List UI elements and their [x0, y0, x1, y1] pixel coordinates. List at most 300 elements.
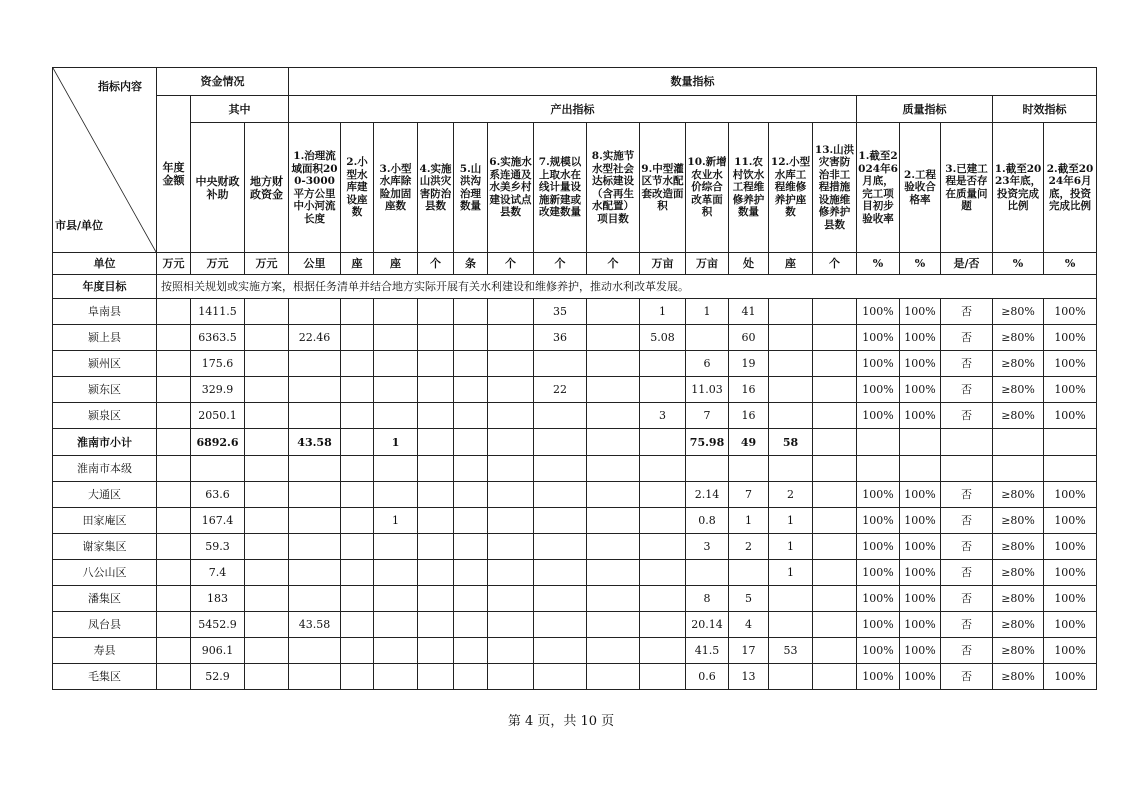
- table-cell: 1: [374, 507, 418, 533]
- region-name-cell: 颍东区: [53, 377, 157, 403]
- table-cell: [289, 638, 341, 664]
- unit-cell: 座: [341, 253, 374, 275]
- table-cell: [374, 351, 418, 377]
- table-cell: [640, 429, 686, 455]
- table-cell: [640, 377, 686, 403]
- out-col-6: 6.实施水系连通及水美乡村建设试点县数: [488, 123, 534, 253]
- table-cell: [454, 325, 488, 351]
- table-cell: [157, 559, 191, 585]
- table-cell: [341, 455, 374, 481]
- table-cell: [418, 586, 454, 612]
- table-cell: [157, 325, 191, 351]
- out-col-13: 13.山洪灾害防治非工程措施设施维修养护县数: [813, 123, 857, 253]
- table-cell: [157, 377, 191, 403]
- table-cell: [374, 377, 418, 403]
- table-cell: [813, 481, 857, 507]
- table-row: [53, 325, 1097, 351]
- table-cell: 19: [729, 351, 769, 377]
- table-cell: 2050.1: [191, 403, 245, 429]
- region-name-cell: 颍上县: [53, 325, 157, 351]
- table-cell: [813, 299, 857, 325]
- table-cell: 100%: [1044, 612, 1097, 638]
- page-footer: 第 4 页，共 10 页: [507, 714, 615, 729]
- region-name-cell: 田家庵区: [53, 507, 157, 533]
- table-cell: [374, 612, 418, 638]
- table-cell: [454, 664, 488, 690]
- table-cell: [587, 351, 640, 377]
- out-col-8: 8.实施节水型社会达标建设（含再生水配置）项目数: [587, 123, 640, 253]
- table-cell: ≥80%: [993, 664, 1044, 690]
- table-cell: [488, 429, 534, 455]
- table-cell: [534, 664, 587, 690]
- table-cell: [686, 559, 729, 585]
- table-cell: [488, 638, 534, 664]
- table-cell: 6363.5: [191, 325, 245, 351]
- table-cell: [157, 533, 191, 559]
- table-cell: [729, 559, 769, 585]
- table-cell: [245, 664, 289, 690]
- table-cell: [245, 299, 289, 325]
- unit-cell: 万元: [157, 253, 191, 275]
- table-cell: 16: [729, 403, 769, 429]
- table-cell: 100%: [900, 559, 941, 585]
- table-cell: [289, 351, 341, 377]
- unit-cell: 万元: [191, 253, 245, 275]
- table-cell: [769, 351, 813, 377]
- table-cell: 100%: [900, 377, 941, 403]
- table-cell: 100%: [1044, 299, 1097, 325]
- annual-target-text: 按照相关规划或实施方案，根据任务清单并结合地方实际开展有关水利建设和维修养护，推动水利改革发展。: [157, 275, 1097, 299]
- table-cell: [769, 377, 813, 403]
- table-cell: [534, 507, 587, 533]
- table-cell: 100%: [900, 481, 941, 507]
- region-name-cell: 毛集区: [53, 664, 157, 690]
- table-row: [53, 455, 1097, 481]
- table-cell: 100%: [900, 403, 941, 429]
- table-cell: [418, 612, 454, 638]
- table-cell: ≥80%: [993, 481, 1044, 507]
- table-cell: [587, 533, 640, 559]
- table-row: [53, 299, 1097, 325]
- table-cell: [245, 377, 289, 403]
- table-cell: [289, 481, 341, 507]
- table-cell: [454, 507, 488, 533]
- table-cell: [488, 533, 534, 559]
- table-cell: 167.4: [191, 507, 245, 533]
- table-cell: ≥80%: [993, 351, 1044, 377]
- table-cell: [640, 351, 686, 377]
- region-name-cell: 潘集区: [53, 586, 157, 612]
- table-cell: [157, 481, 191, 507]
- region-name-cell: 淮南市本级: [53, 455, 157, 481]
- table-cell: 41: [729, 299, 769, 325]
- table-cell: [374, 664, 418, 690]
- table-cell: 22.46: [289, 325, 341, 351]
- out-col-5: 5.山洪沟治理数量: [454, 123, 488, 253]
- table-cell: 906.1: [191, 638, 245, 664]
- table-cell: [418, 455, 454, 481]
- table-cell: [374, 403, 418, 429]
- table-cell: [374, 325, 418, 351]
- table-cell: 1: [374, 429, 418, 455]
- corner-bottom-label: 市县/单位: [55, 219, 104, 232]
- table-cell: [245, 325, 289, 351]
- table-cell: [1044, 429, 1097, 455]
- table-cell: [454, 481, 488, 507]
- table-cell: 100%: [900, 507, 941, 533]
- table-cell: [157, 586, 191, 612]
- table-row: [53, 612, 1097, 638]
- table-cell: 16: [729, 377, 769, 403]
- table-cell: [587, 586, 640, 612]
- table-cell: [488, 481, 534, 507]
- table-cell: [245, 638, 289, 664]
- table-cell: [813, 612, 857, 638]
- unit-cell: 是/否: [941, 253, 993, 275]
- table-cell: 100%: [857, 664, 900, 690]
- table-cell: 1: [769, 533, 813, 559]
- corner-header-cell: [53, 68, 157, 253]
- table-cell: [587, 638, 640, 664]
- table-cell: [245, 559, 289, 585]
- table-cell: 100%: [857, 325, 900, 351]
- table-cell: 否: [941, 351, 993, 377]
- table-cell: ≥80%: [993, 299, 1044, 325]
- table-cell: [488, 455, 534, 481]
- table-row: [53, 664, 1097, 690]
- table-cell: [341, 299, 374, 325]
- table-cell: 2.14: [686, 481, 729, 507]
- table-cell: 6: [686, 351, 729, 377]
- table-cell: 否: [941, 507, 993, 533]
- table-cell: ≥80%: [993, 403, 1044, 429]
- table-cell: [686, 325, 729, 351]
- table-cell: 1: [640, 299, 686, 325]
- table-cell: [454, 586, 488, 612]
- table-cell: [289, 403, 341, 429]
- table-cell: [1044, 455, 1097, 481]
- table-cell: [289, 377, 341, 403]
- unit-cell: 条: [454, 253, 488, 275]
- table-cell: [341, 377, 374, 403]
- table-cell: 5: [729, 586, 769, 612]
- table-cell: [640, 533, 686, 559]
- table-cell: ≥80%: [993, 533, 1044, 559]
- table-cell: [341, 612, 374, 638]
- table-cell: [587, 507, 640, 533]
- table-cell: [587, 481, 640, 507]
- table-cell: [488, 351, 534, 377]
- unit-cell: 个: [534, 253, 587, 275]
- table-cell: [289, 455, 341, 481]
- table-cell: ≥80%: [993, 377, 1044, 403]
- table-cell: [857, 429, 900, 455]
- out-col-7: 7.规模以上取水在线计量设施新建或改建数量: [534, 123, 587, 253]
- unit-cell: 个: [488, 253, 534, 275]
- of-which-header: 其中: [191, 96, 289, 123]
- table-cell: 53: [769, 638, 813, 664]
- table-row: [53, 533, 1097, 559]
- table-cell: 7.4: [191, 559, 245, 585]
- unit-cell: 万亩: [640, 253, 686, 275]
- table-row: [53, 481, 1097, 507]
- table-cell: [289, 586, 341, 612]
- table-cell: [900, 429, 941, 455]
- table-cell: [729, 455, 769, 481]
- out-col-4: 4.实施山洪灾害防治县数: [418, 123, 454, 253]
- table-cell: [374, 455, 418, 481]
- table-cell: [813, 533, 857, 559]
- table-cell: [341, 533, 374, 559]
- time-col-1: 1.截至2023年底，投资完成比例: [993, 123, 1044, 253]
- units-row: [53, 253, 1097, 275]
- table-cell: [900, 455, 941, 481]
- unit-cell: 座: [769, 253, 813, 275]
- region-name-cell: 颍泉区: [53, 403, 157, 429]
- table-cell: [341, 403, 374, 429]
- annual-target-row: [53, 275, 1097, 299]
- table-cell: [813, 429, 857, 455]
- table-cell: [857, 455, 900, 481]
- table-cell: [454, 612, 488, 638]
- table-cell: [534, 455, 587, 481]
- table-cell: [454, 638, 488, 664]
- table-cell: 1: [729, 507, 769, 533]
- table-cell: [769, 299, 813, 325]
- table-cell: 6892.6: [191, 429, 245, 455]
- table-cell: 100%: [900, 586, 941, 612]
- table-cell: [418, 533, 454, 559]
- table-cell: 100%: [900, 533, 941, 559]
- table-cell: [640, 481, 686, 507]
- table-cell: 49: [729, 429, 769, 455]
- table-cell: [418, 664, 454, 690]
- quality-col-3: 3.已建工程是否存在质量问题: [941, 123, 993, 253]
- table-cell: 100%: [857, 481, 900, 507]
- unit-cell: 个: [587, 253, 640, 275]
- table-cell: [640, 638, 686, 664]
- table-cell: [534, 351, 587, 377]
- table-cell: [157, 299, 191, 325]
- table-cell: [534, 612, 587, 638]
- table-row: [53, 559, 1097, 585]
- table-cell: 否: [941, 664, 993, 690]
- region-name-cell: 阜南县: [53, 299, 157, 325]
- table-cell: 否: [941, 325, 993, 351]
- region-name-cell: 凤台县: [53, 612, 157, 638]
- col-local-funds: 地方财政资金: [245, 123, 289, 253]
- table-cell: [454, 377, 488, 403]
- output-indicator-header: 产出指标: [289, 96, 857, 123]
- table-cell: 4: [729, 612, 769, 638]
- table-cell: [454, 455, 488, 481]
- table-cell: [587, 299, 640, 325]
- unit-cell: 万元: [245, 253, 289, 275]
- table-cell: 1: [686, 299, 729, 325]
- table-cell: 63.6: [191, 481, 245, 507]
- table-cell: [813, 403, 857, 429]
- region-name-cell: 八公山区: [53, 559, 157, 585]
- quality-col-1: 1.截至2024年6月底，完工项目初步验收率: [857, 123, 900, 253]
- table-cell: [993, 429, 1044, 455]
- table-cell: [418, 325, 454, 351]
- table-cell: [191, 455, 245, 481]
- col-annual-amount: 年度金额: [157, 96, 191, 253]
- table-cell: [341, 586, 374, 612]
- unit-cell: 公里: [289, 253, 341, 275]
- table-cell: 否: [941, 299, 993, 325]
- table-cell: [813, 559, 857, 585]
- unit-cell: 个: [813, 253, 857, 275]
- table-cell: 100%: [1044, 638, 1097, 664]
- table-cell: [418, 638, 454, 664]
- table-cell: 100%: [1044, 351, 1097, 377]
- table-cell: [157, 403, 191, 429]
- table-cell: 100%: [1044, 325, 1097, 351]
- table-cell: 100%: [900, 325, 941, 351]
- table-cell: 1411.5: [191, 299, 245, 325]
- table-cell: [245, 533, 289, 559]
- table-cell: 100%: [900, 299, 941, 325]
- unit-cell: 处: [729, 253, 769, 275]
- table-cell: [341, 429, 374, 455]
- table-cell: ≥80%: [993, 612, 1044, 638]
- table-cell: [587, 429, 640, 455]
- table-row: [53, 638, 1097, 664]
- table-cell: [587, 455, 640, 481]
- table-cell: [374, 586, 418, 612]
- region-name-cell: 寿县: [53, 638, 157, 664]
- table-cell: [534, 638, 587, 664]
- table-row: [53, 586, 1097, 612]
- table-cell: [418, 429, 454, 455]
- table-cell: 329.9: [191, 377, 245, 403]
- unit-cell: 个: [418, 253, 454, 275]
- table-cell: [769, 325, 813, 351]
- out-col-2: 2.小型水库建设座数: [341, 123, 374, 253]
- table-cell: 36: [534, 325, 587, 351]
- table-cell: [640, 586, 686, 612]
- table-cell: [488, 403, 534, 429]
- table-cell: 100%: [1044, 533, 1097, 559]
- table-cell: [454, 299, 488, 325]
- table-cell: 100%: [1044, 664, 1097, 690]
- unit-cell: 万亩: [686, 253, 729, 275]
- out-col-3: 3.小型水库除险加固座数: [374, 123, 418, 253]
- annual-target-label: 年度目标: [53, 275, 157, 299]
- table-cell: [245, 403, 289, 429]
- table-cell: 5.08: [640, 325, 686, 351]
- table-cell: [488, 586, 534, 612]
- table-cell: [341, 325, 374, 351]
- table-cell: 59.3: [191, 533, 245, 559]
- table-cell: [941, 455, 993, 481]
- out-col-12: 12.小型水库工程维修养护座数: [769, 123, 813, 253]
- table-cell: 否: [941, 559, 993, 585]
- table-cell: 100%: [1044, 507, 1097, 533]
- table-cell: [157, 664, 191, 690]
- table-cell: [157, 351, 191, 377]
- table-row: [53, 403, 1097, 429]
- table-cell: [157, 638, 191, 664]
- table-cell: [418, 481, 454, 507]
- table-cell: [454, 351, 488, 377]
- table-cell: 1: [769, 507, 813, 533]
- table-cell: 20.14: [686, 612, 729, 638]
- table-cell: 75.98: [686, 429, 729, 455]
- table-cell: [341, 638, 374, 664]
- table-cell: 100%: [900, 638, 941, 664]
- unit-cell: %: [993, 253, 1044, 275]
- unit-cell: 座: [374, 253, 418, 275]
- table-cell: 5452.9: [191, 612, 245, 638]
- region-name-cell: 大通区: [53, 481, 157, 507]
- table-cell: 2: [769, 481, 813, 507]
- table-cell: 100%: [857, 638, 900, 664]
- table-cell: [769, 586, 813, 612]
- table-cell: [813, 325, 857, 351]
- table-cell: 100%: [857, 559, 900, 585]
- table-cell: [640, 507, 686, 533]
- table-cell: [289, 507, 341, 533]
- table-cell: [341, 559, 374, 585]
- table-cell: [686, 455, 729, 481]
- table-cell: 否: [941, 377, 993, 403]
- table-cell: 17: [729, 638, 769, 664]
- table-cell: 41.5: [686, 638, 729, 664]
- table-cell: [245, 507, 289, 533]
- table-cell: 100%: [857, 507, 900, 533]
- table-cell: [488, 612, 534, 638]
- table-cell: [289, 664, 341, 690]
- col-central-subsidy: 中央财政补助: [191, 123, 245, 253]
- table-row: [53, 351, 1097, 377]
- timeliness-indicator-header: 时效指标: [993, 96, 1097, 123]
- table-cell: 100%: [1044, 481, 1097, 507]
- table-cell: [813, 377, 857, 403]
- unit-cell: %: [857, 253, 900, 275]
- table-cell: 100%: [857, 586, 900, 612]
- table-cell: [157, 455, 191, 481]
- table-cell: 100%: [1044, 586, 1097, 612]
- header-row-3: [53, 123, 1097, 253]
- table-cell: [813, 351, 857, 377]
- table-cell: 100%: [900, 664, 941, 690]
- table-cell: 100%: [857, 612, 900, 638]
- table-cell: [245, 429, 289, 455]
- header-row-1: [53, 68, 1097, 96]
- table-cell: 2: [729, 533, 769, 559]
- table-cell: [993, 455, 1044, 481]
- table-cell: [157, 507, 191, 533]
- out-col-11: 11.农村饮水工程维修养护数量: [729, 123, 769, 253]
- table-cell: 否: [941, 403, 993, 429]
- table-cell: [157, 612, 191, 638]
- quality-col-2: 2.工程验收合格率: [900, 123, 941, 253]
- table-cell: 0.8: [686, 507, 729, 533]
- table-cell: [587, 664, 640, 690]
- table-cell: 否: [941, 481, 993, 507]
- table-cell: ≥80%: [993, 559, 1044, 585]
- table-cell: 7: [686, 403, 729, 429]
- table-cell: [534, 559, 587, 585]
- table-cell: 100%: [857, 351, 900, 377]
- table-cell: [289, 299, 341, 325]
- table-cell: 43.58: [289, 612, 341, 638]
- table-cell: [454, 559, 488, 585]
- time-col-2: 2.截至2024年6月底，投资完成比例: [1044, 123, 1097, 253]
- table-cell: [245, 351, 289, 377]
